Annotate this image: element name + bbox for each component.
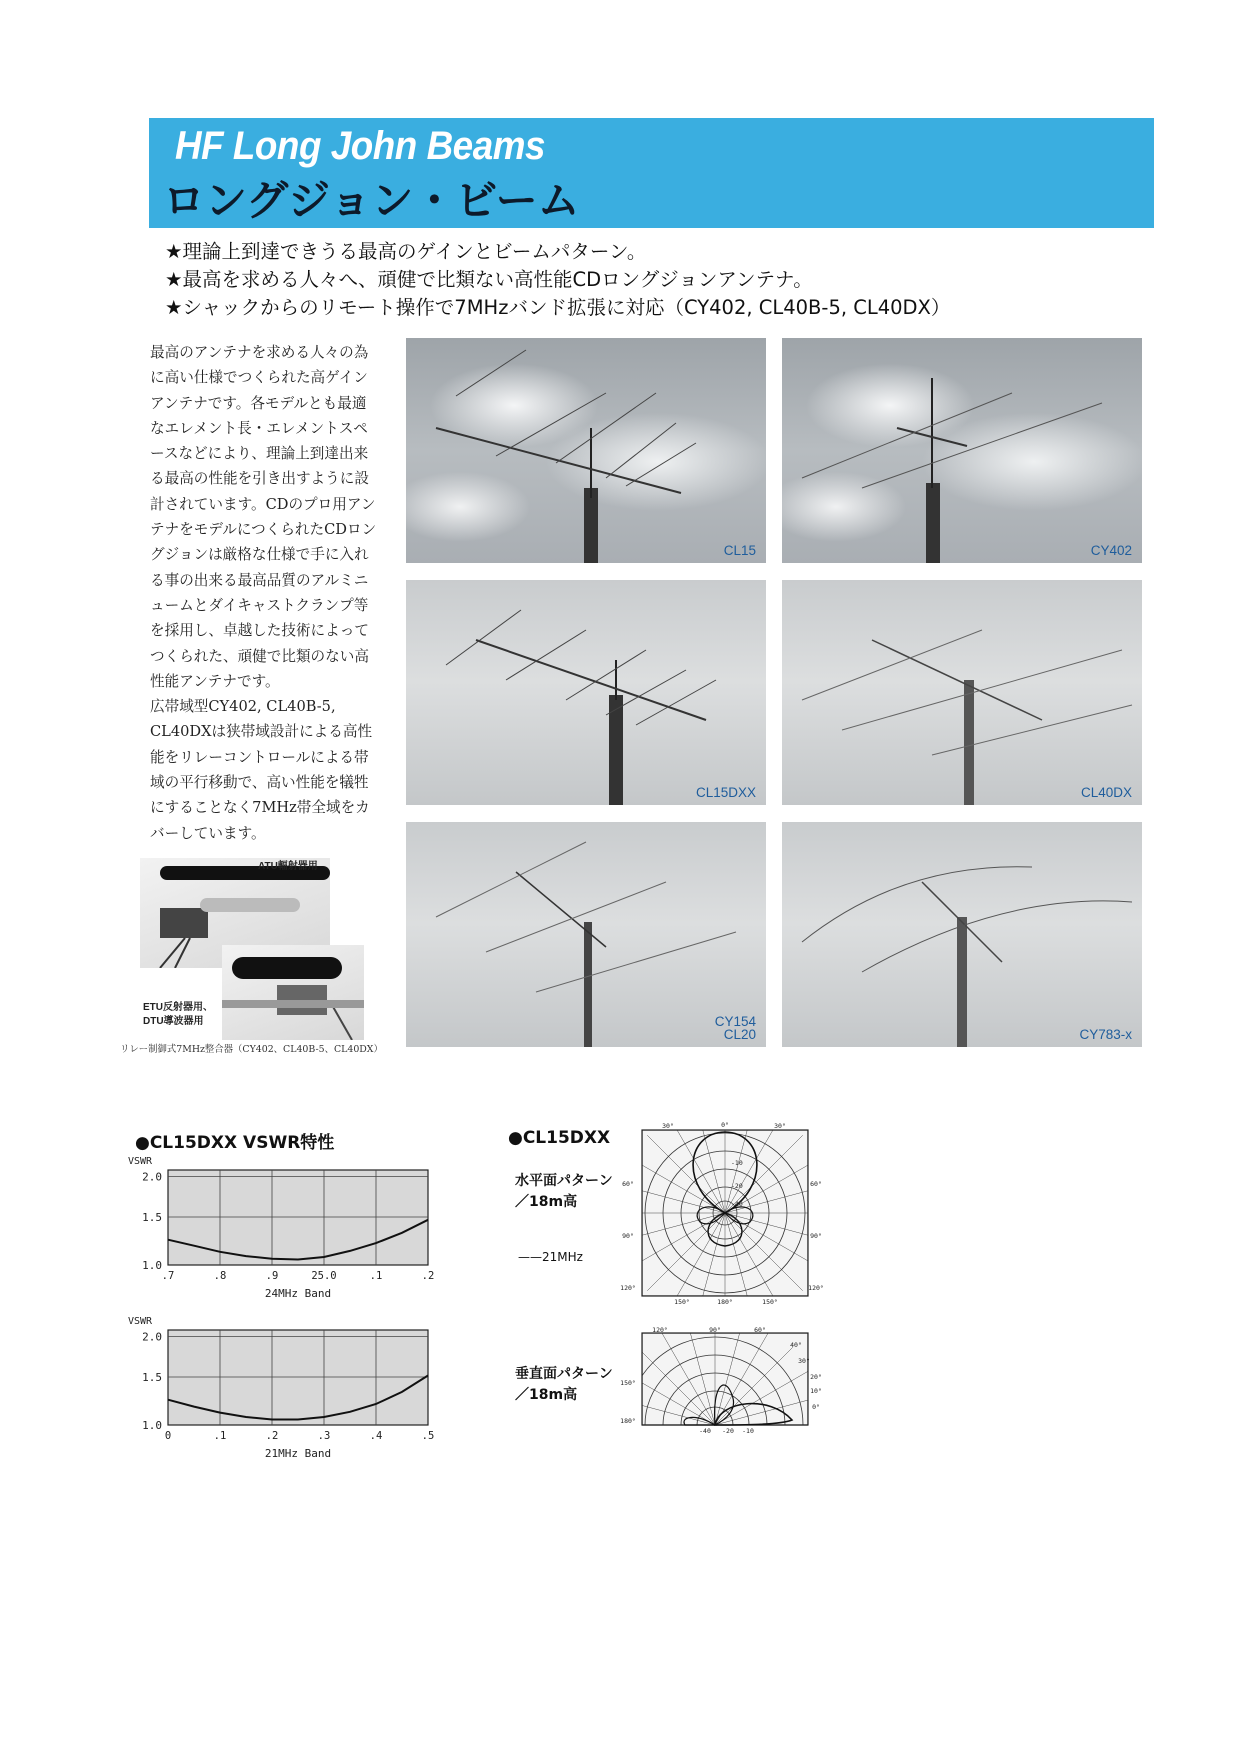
y-tick-label: 1.0: [142, 1259, 162, 1272]
db-label: -10: [742, 1427, 754, 1435]
title-japanese: ロングジョン・ビーム: [163, 176, 580, 225]
db-label: -20: [722, 1427, 734, 1435]
x-tick-label: .2: [265, 1430, 279, 1442]
y-tick-label: 2.0: [142, 1170, 162, 1184]
photo-label-line-1: CY154: [714, 1014, 756, 1029]
x-tick-label: .9: [265, 1270, 279, 1282]
angle-label: 180°: [620, 1417, 636, 1425]
x-tick-label: .7: [161, 1270, 175, 1282]
y-axis-label: VSWR: [128, 1156, 153, 1167]
photo-label: CL15: [723, 543, 756, 558]
angle-label: 30°: [662, 1122, 674, 1130]
horizontal-pattern-chart: [620, 1118, 830, 1312]
angle-label: 30°: [798, 1357, 810, 1365]
vertical-pattern-title: 垂直面パターン: [515, 1366, 613, 1382]
angle-label: 60°: [810, 1180, 822, 1188]
y-tick-label: 1.0: [142, 1419, 162, 1432]
header-banner: [149, 118, 1154, 228]
db-label: -10: [731, 1159, 743, 1167]
photo-cl40dx: [782, 580, 1142, 805]
photo-label: CL15DXX: [695, 785, 756, 800]
feature-bullet-1: ★理論上到達できうる最高のゲインとビームパターン。: [165, 240, 647, 263]
vertical-pattern-chart: [620, 1325, 830, 1439]
vswr-heading: ●CL15DXX VSWR特性: [135, 1133, 335, 1153]
pattern-heading: ●CL15DXX: [508, 1128, 611, 1148]
x-tick-label: .3: [317, 1430, 331, 1442]
x-tick-label: .2: [421, 1270, 435, 1282]
x-tick-label: .1: [213, 1430, 227, 1442]
photo-cy154-cl20: [406, 822, 766, 1047]
vswr-chart-21mhz-svg: [120, 1312, 450, 1462]
etu-dtu-unit-image: [222, 945, 364, 1040]
angle-label: 60°: [622, 1180, 634, 1188]
y-tick-label: 1.5: [142, 1371, 162, 1385]
y-tick-label: 1.5: [142, 1211, 162, 1225]
angle-label: 150°: [762, 1298, 778, 1306]
angle-label: 150°: [674, 1298, 690, 1306]
photo-label: CY402: [1090, 543, 1132, 558]
description-text: [150, 340, 380, 846]
plot-area: [168, 1170, 428, 1265]
mask: [620, 1118, 642, 1308]
angle-label: 10°: [810, 1387, 822, 1395]
atu-label: ATU輻射器用: [258, 861, 318, 872]
photo-cy783-x: [782, 822, 1142, 1047]
etu-dtu-label: [143, 1001, 213, 1029]
angle-label: 180°: [717, 1298, 733, 1306]
horizontal-pattern-height: ／18m高: [515, 1194, 578, 1210]
y-tick-label: 2.0: [142, 1330, 162, 1344]
vertical-pattern-label: [515, 1364, 613, 1406]
matching-unit-illustration: [222, 945, 364, 1040]
relay-caption: リレー制御式7MHz整合器（CY402、CL40B-5、CL40DX）: [120, 1044, 383, 1055]
feature-bullet-2: ★最高を求める人々へ、頑健で比類ない高性能CDロングジョンアンテナ。: [165, 268, 813, 291]
vertical-polar-plot: [620, 1325, 830, 1435]
photo-label: CY783-x: [1079, 1027, 1132, 1042]
db-label: -20: [731, 1182, 743, 1190]
etu-label: ETU反射器用、: [143, 1002, 213, 1013]
x-axis-label: 21MHz Band: [264, 1447, 332, 1460]
x-tick-label: .4: [369, 1430, 383, 1442]
dtu-label: DTU導波器用: [143, 1016, 204, 1027]
photo-cl15: [406, 338, 766, 563]
title-english: HF Long John Beams: [175, 124, 545, 168]
photo-label: [715, 1015, 756, 1041]
antenna-illustration: [782, 822, 1142, 1047]
vswr-chart-21mhz: [120, 1312, 450, 1466]
angle-label: 0°: [721, 1121, 729, 1129]
photo-label-line-2: CL20: [723, 1027, 756, 1042]
antenna-illustration: [406, 338, 766, 563]
vertical-pattern-height: ／18m高: [515, 1387, 578, 1403]
feature-bullet-3: ★シャックからのリモート操作で7MHzバンド拡張に対応（CY402, CL40B-5, CL40DX）: [165, 296, 951, 319]
x-axis-label: 24MHz Band: [264, 1287, 332, 1300]
horizontal-polar-plot: [620, 1118, 830, 1308]
angle-label: 120°: [652, 1326, 668, 1334]
angle-label: 90°: [810, 1232, 822, 1240]
antenna-illustration: [782, 338, 1142, 563]
vswr-chart-24mhz: [120, 1152, 450, 1306]
angle-label: 120°: [808, 1284, 824, 1292]
angle-label: 120°: [620, 1284, 636, 1292]
photo-label: CL40DX: [1080, 785, 1132, 800]
db-label: -40: [731, 1200, 743, 1208]
angle-label: 150°: [620, 1379, 636, 1387]
mask: [808, 1118, 830, 1308]
x-tick-label: .5: [421, 1430, 435, 1442]
photo-cl15dxx: [406, 580, 766, 805]
angle-label: 30°: [774, 1122, 786, 1130]
antenna-illustration: [406, 580, 766, 805]
db-label: -40: [699, 1427, 711, 1435]
x-tick-label: 25.0: [311, 1270, 337, 1282]
antenna-illustration: [782, 580, 1142, 805]
plot-area: [168, 1330, 428, 1425]
y-axis-label: VSWR: [128, 1316, 153, 1327]
angle-label: 60°: [754, 1326, 766, 1334]
x-tick-label: .1: [369, 1270, 383, 1282]
horizontal-pattern-label: [515, 1171, 613, 1213]
horizontal-pattern-title: 水平面パターン: [515, 1173, 613, 1189]
vswr-chart-24mhz-svg: [120, 1152, 450, 1302]
x-tick-label: 0: [164, 1430, 172, 1442]
angle-label: 90°: [709, 1326, 721, 1334]
description-paragraph-2: 広帯域型CY402, CL40B-5, CL40DXは狭帯域設計による高性能をリレーコントロールによる帯域の平行移動で、高い性能を犠牲にすることなく7MHz帯全域をカバーしています。: [150, 698, 373, 842]
angle-label: 40°: [790, 1341, 802, 1349]
description-paragraph-1: 最高のアンテナを求める人々の為に高い仕様でつくられた高ゲインアンテナです。各モデルとも最適なエレメント長・エレメントスペースなどにより、理論上到達出来る最高の性能を引き出すように設計されています。CDのプロ用アンテナをモデルにつくられたCDロングジョンは厳格な仕様で手に入れる事の出来る最高品質のアルミニュームとダイキャストクランプ等を採用し、卓越した技術によってつくられた、頑健で比類のない高性能アンテナです。: [150, 344, 377, 690]
photo-cy402: [782, 338, 1142, 563]
angle-label: 0°: [812, 1403, 820, 1411]
x-tick-label: .8: [213, 1270, 227, 1282]
angle-label: 90°: [622, 1232, 634, 1240]
pattern-legend: ——21MHz: [518, 1250, 583, 1264]
antenna-illustration: [406, 822, 766, 1047]
angle-label: 20°: [810, 1373, 822, 1381]
